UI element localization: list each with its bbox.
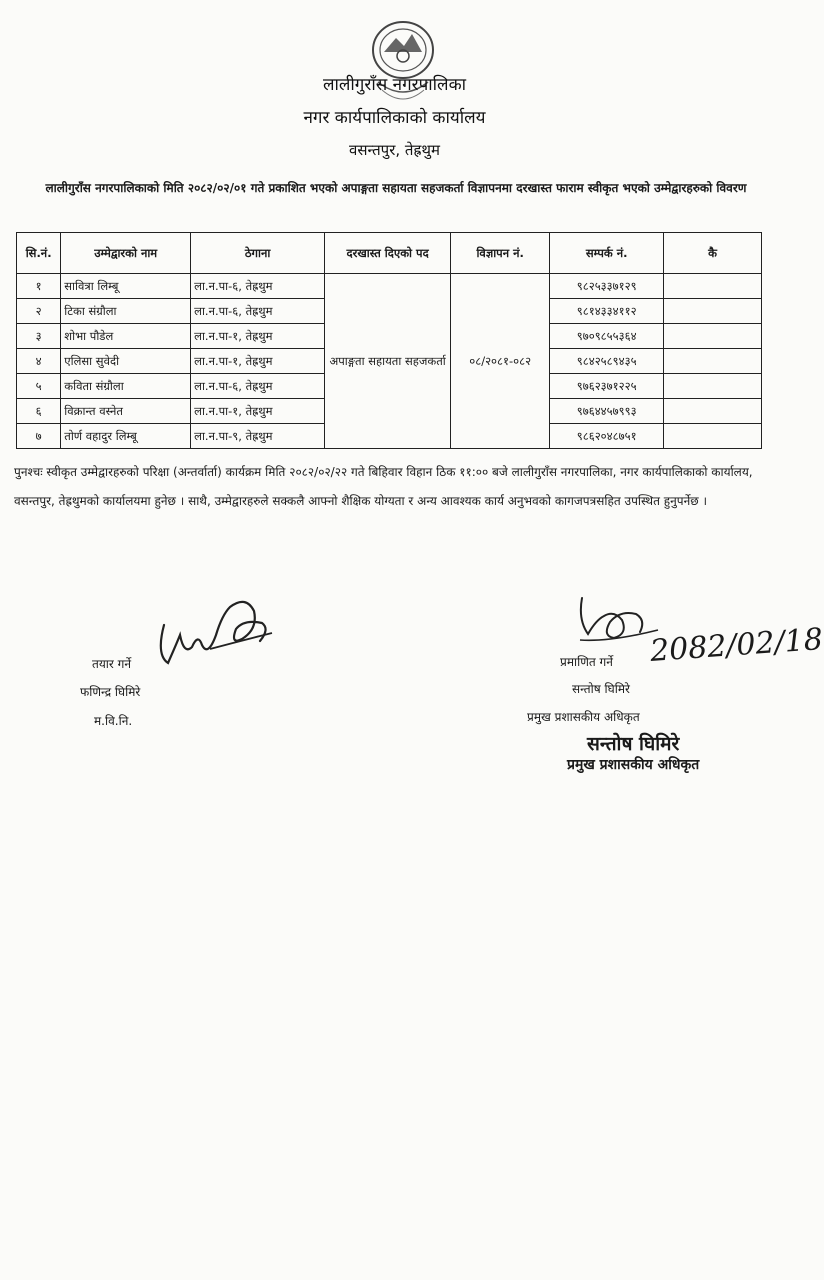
col-header-phone: सम्पर्क नं. — [550, 233, 664, 274]
prepared-label: तयार गर्ने — [92, 657, 132, 671]
municipality-seal — [364, 12, 442, 112]
remarks-cell — [664, 324, 762, 349]
certified-name: सन्तोष घिमिरे — [572, 682, 630, 696]
serial-cell: ४ — [17, 349, 61, 374]
col-header-remarks: कै — [664, 233, 762, 274]
name-cell: कविता संग्रौला — [61, 374, 191, 399]
serial-cell: ३ — [17, 324, 61, 349]
phone-cell: ९८२५३३७१२९ — [550, 274, 664, 299]
address-cell: ला.न.पा-६, तेह्रथुम — [191, 374, 325, 399]
remarks-cell — [664, 299, 762, 324]
phone-cell: ९८१४३३४११२ — [550, 299, 664, 324]
name-cell: एलिसा सुवेदी — [61, 349, 191, 374]
col-header-advertisement: विज्ञापन नं. — [451, 233, 550, 274]
table-header-row — [17, 233, 762, 274]
handwritten-date: 2082/02/18 — [648, 622, 824, 669]
col-header-name: उम्मेद्वारको नाम — [61, 233, 191, 274]
remarks-cell — [664, 374, 762, 399]
certifier-signature — [570, 590, 660, 650]
serial-cell: ५ — [17, 374, 61, 399]
municipality-name: लालीगुराँस नगरपालिका — [322, 75, 467, 95]
office-address: वसन्तपुर, तेह्रथुम — [349, 141, 440, 159]
stamp-officer-name: सन्तोष घिमिरे — [587, 733, 680, 755]
postscript-note: पुनश्चः स्वीकृत उम्मेद्वारहरुको परिक्षा (अन्तर्वार्ता) कार्यक्रम मिति २०८२/०२/२२ गते बिहिवार विहान ठिक ११:०० बजे लालीगुराँस नगरपालिका, नगर कार्यपालिकाको कार्यालय, वसन्तपुर, तेह्रथुमको कार्यालयमा हुनेछ । साथै, उम्मेद्वारहरुले सक्कलै आफ्नो शैक्षिक योग्यता र अन्य आवश्यक कार्य अनुभवको कागजपत्रसहित उपस्थित हुनुपर्नेछ । — [14, 465, 753, 508]
remarks-cell — [664, 274, 762, 299]
name-cell: तोर्ण वहादुर लिम्बू — [61, 424, 191, 449]
col-header-serial: सि.नं. — [17, 233, 61, 274]
serial-cell: ७ — [17, 424, 61, 449]
office-name: नगर कार्यपालिकाको कार्यालय — [303, 108, 486, 128]
col-header-address: ठेगाना — [191, 233, 325, 274]
col-header-post: दरखास्त दिएको पद — [325, 233, 451, 274]
remarks-cell — [664, 349, 762, 374]
phone-cell: ९७६२३७१२२५ — [550, 374, 664, 399]
address-cell: ला.न.पा-१, तेह्रथुम — [191, 324, 325, 349]
address-cell: ला.न.पा-१, तेह्रथुम — [191, 349, 325, 374]
prepared-designation: म.वि.नि. — [94, 714, 133, 728]
address-cell: ला.न.पा-१, तेह्रथुम — [191, 399, 325, 424]
table-row — [17, 274, 762, 299]
phone-cell: ९७०९८५५३६४ — [550, 324, 664, 349]
certified-label: प्रमाणित गर्ने — [560, 655, 613, 669]
remarks-cell — [664, 424, 762, 449]
serial-cell: ६ — [17, 399, 61, 424]
certified-designation: प्रमुख प्रशासकीय अधिकृत — [527, 710, 640, 724]
name-cell: सावित्रा लिम्बू — [61, 274, 191, 299]
address-cell: ला.न.पा-९, तेह्रथुम — [191, 424, 325, 449]
remarks-cell — [664, 399, 762, 424]
stamp-officer-designation: प्रमुख प्रशासकीय अधिकृत — [567, 757, 700, 773]
phone-cell: ९८६२०४८७५१ — [550, 424, 664, 449]
address-cell: ला.न.पा-६, तेह्रथुम — [191, 274, 325, 299]
serial-cell: २ — [17, 299, 61, 324]
preparer-signature — [150, 585, 280, 675]
advertisement-cell: ०८/२०८१-०८२ — [451, 274, 550, 449]
phone-cell: ९७६४४५७९९३ — [550, 399, 664, 424]
phone-cell: ९८४२५८९४३५ — [550, 349, 664, 374]
post-cell: अपाङ्गता सहायता सहजकर्ता — [325, 274, 451, 449]
name-cell: टिका संग्रौला — [61, 299, 191, 324]
name-cell: विक्रान्त वस्नेत — [61, 399, 191, 424]
prepared-name: फणिन्द्र घिमिरे — [80, 685, 141, 699]
applicants-table — [16, 232, 762, 449]
notice-subject: लालीगुराँस नगरपालिकाको मिति २०८२/०२/०१ गते प्रकाशित भएको अपाङ्गता सहायता सहजकर्ता विज्ञापनमा दरखास्त फाराम स्वीकृत भएको उम्मेद्वारहरुको विवरण — [45, 181, 747, 195]
name-cell: शोभा पौडेल — [61, 324, 191, 349]
serial-cell: १ — [17, 274, 61, 299]
address-cell: ला.न.पा-६, तेह्रथुम — [191, 299, 325, 324]
